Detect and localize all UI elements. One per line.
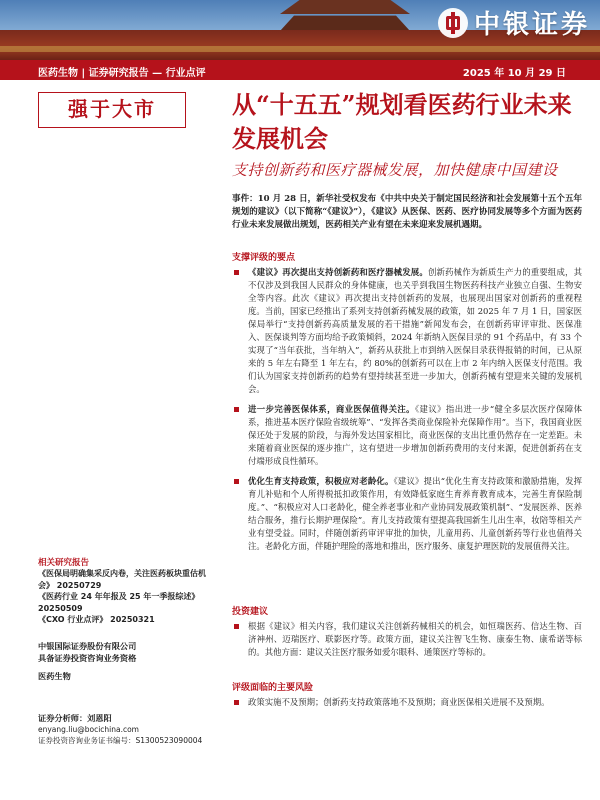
list-item xyxy=(232,475,582,553)
banner-trim xyxy=(0,46,600,52)
bullet-square-icon xyxy=(234,700,239,705)
company-name: 中银国际证券股份有限公司 xyxy=(38,641,137,651)
invest-text: 根据《建议》相关内容，我们建议关注创新药械相关的机会，如恒瑞医药、信达生物、百济神州、迈瑞医疗、联影医疗等。政策方面，建议关注智飞生物、康泰生物、康希诺等标的。其他方面：建议关注医疗服务如爱尔眼科、通策医疗等标的。 xyxy=(248,621,582,657)
company-license: 具备证券投资咨询业务资格 xyxy=(38,653,137,663)
category-bar xyxy=(0,60,600,80)
header-banner xyxy=(0,0,600,60)
bullet-square-icon xyxy=(234,270,239,275)
point-body: 创新药械作为新质生产力的重要组成，其不仅涉及到我国人民群众的身体健康，也关乎到我国生物医药科技产业独立自强、生物安全等内容。此次《建议》再次提出支持创新药的发展，也展现出国家对创新药的重视程度。当前，国家已经推出了系列支持创新药械发展的政策，如 2025 年 7 月 1 日，国家医保局举行“支持创新药高质量发展的若干措施”新闻发布会，在创新药审评审批、医保准入、医保谈判等方面均给予政策倾斜，2024 年新纳入医保目录的 91 个药品中，有 33 个实现了“当年获批，当年纳入”，新药从获批上市到纳入医保目录获得报销的时间，已从原来的 5 年左右降至 1 年左右，约 80%的创新药可以在上市 2 年内纳入医保支付范围。我们认为国家支持创新药的趋势有望持续甚至进一步加大，创新药械有望迎来关键的发展机会。 xyxy=(248,267,583,394)
company-logo xyxy=(438,4,590,41)
bullet-square-icon xyxy=(234,407,239,412)
list-item xyxy=(232,696,582,709)
analyst-info xyxy=(38,712,220,746)
report-category: 医药生物 | 证券研究报告 — 行业点评 xyxy=(38,68,206,79)
report-date: 2025 年 10 月 29 日 xyxy=(462,68,566,79)
list-item xyxy=(232,403,582,468)
related-heading: 相关研究报告 xyxy=(38,558,90,568)
company-info xyxy=(38,640,220,682)
report-title: 从“十五五”规划看医药行业未来发展机会 xyxy=(232,90,572,153)
analyst-email[interactable]: enyang.liu@bocichina.com xyxy=(38,725,139,734)
section-invest-heading: 投资建议 xyxy=(232,607,269,617)
point-heading: 进一步完善医保体系，商业医保值得关注。 xyxy=(248,404,415,414)
logo-text: 中银证券 xyxy=(473,10,590,40)
point-body: 《建议》指出进一步“健全多层次医疗保障体系，推进基本医疗保险省级统筹”、“发挥各类商业保险补充保障作用”。当下，我国商业医保还处于发展的阶段，与海外发达国家相比，商业医保的支出比重仍然存在一定差距。未来随着商业医保的逐步推广，这有望进一步增加创新药费用的支付来源，促进创新药在支付端形成良性循环。 xyxy=(248,404,582,466)
banner-roof-top xyxy=(280,0,410,14)
report-subtitle: 支持创新药和医疗器械发展，加快健康中国建设 xyxy=(232,161,558,179)
related-report-link[interactable]: 《医药行业 24 年年报及 25 年一季报综述》 20250509 xyxy=(38,592,200,613)
point-heading: 《建议》再次提出支持创新药和医疗器械发展。 xyxy=(248,267,428,277)
bank-logo-icon xyxy=(438,8,468,38)
list-item xyxy=(232,620,582,659)
analyst-name: 证券分析师：刘恩阳 xyxy=(38,713,112,723)
invest-list xyxy=(232,620,582,659)
bullet-square-icon xyxy=(234,624,239,629)
point-heading: 优化生育支持政策，积极应对老龄化。 xyxy=(248,476,394,486)
related-report-link[interactable]: 《CXO 行业点评》 20250321 xyxy=(38,615,155,624)
points-list xyxy=(232,266,582,553)
point-body: 《建议》提出“优化生育支持政策和激励措施，发挥育儿补贴和个人所得税抵扣政策作用，有效降低家庭生育养育教育成本，完善生育保险制度。”、“积极应对人口老龄化，健全养老事业和产业协同发展政策机制”、“发展医养、医养结合服务，推行长期护理保险”。育儿支持政策有望提高我国新生儿出生率，妆陪等相关产业有望受益。同时，伴随创新药审评审批的加快，儿童用药、儿童创新药等行业也值得关注。老龄化方面，伴随护理险的落地和推出，医疗服务、康复护理医院的发展值得关注。 xyxy=(248,476,583,551)
related-report-link[interactable]: 《医保局明确集采反内卷，关注医药板块重估机会》 20250729 xyxy=(38,569,206,590)
related-reports xyxy=(38,556,220,626)
event-paragraph: 事件：10 月 28 日，新华社受权发布《中共中央关于制定国民经济和社会发展第十五个五年规划的建议》（以下简称“《建议》”），《建议》从医保、医药、医疗协同发展等多个方面为医药行业未来发展做出规划，医药相关产业有望在未来迎来发展机遇期。 xyxy=(232,194,582,230)
section-points-heading: 支撑评级的要点 xyxy=(232,253,296,263)
section-risk-heading: 评级面临的主要风险 xyxy=(232,683,314,693)
risk-list xyxy=(232,696,582,709)
industry-label: 医药生物 xyxy=(38,671,71,681)
rating-box: 强于大市 xyxy=(38,92,186,128)
analyst-cert: 证券投资咨询业务证书编号：S1300523090004 xyxy=(38,736,203,745)
risk-text: 政策实施不及预期；创新药支持政策落地不及预期；商业医保相关进展不及预期。 xyxy=(248,697,550,707)
list-item xyxy=(232,266,582,396)
bullet-square-icon xyxy=(234,479,239,484)
